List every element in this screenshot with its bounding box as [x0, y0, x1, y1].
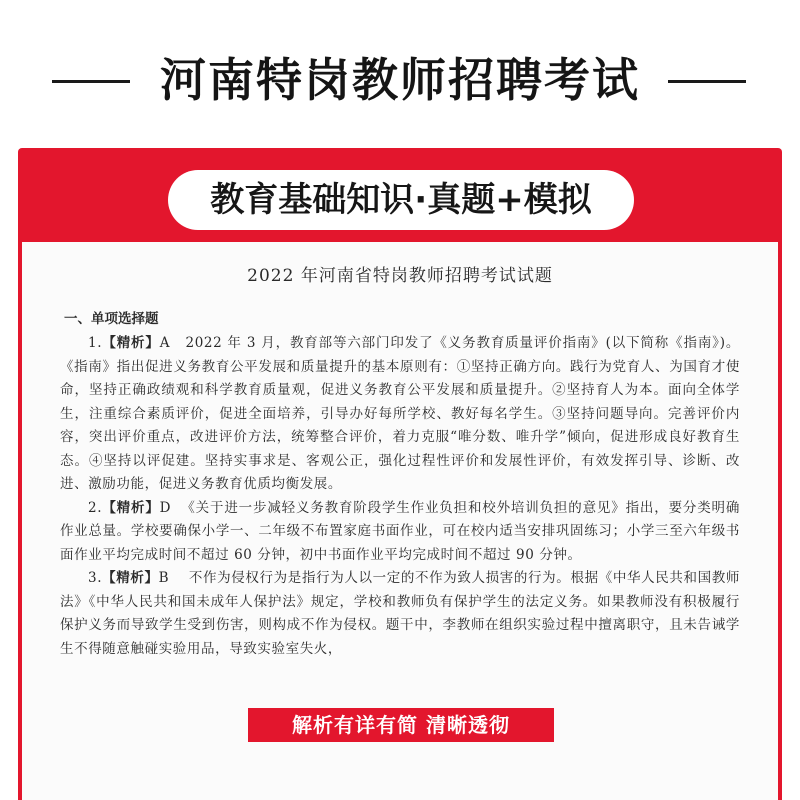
analysis-tag: 【精析】: [102, 499, 160, 516]
header-left-rule: [52, 80, 130, 83]
document-title: 2022 年河南省特岗教师招聘考试试题: [247, 266, 553, 286]
answer-letter: D: [159, 499, 172, 516]
analysis-tag: 【精析】: [102, 335, 160, 351]
answer-letter: A: [159, 335, 171, 351]
answer-letter: B: [158, 570, 170, 586]
question-number: 1.: [88, 335, 103, 351]
header: [0, 0, 800, 148]
header-right-rule: [668, 80, 746, 83]
analysis-text: 不作为侵权行为是指行为人以一定的不作为致人损害的行为。根据《中华人民共和国教师法》《中华人民共和国未成年人保护法》规定，学校和教师负有保护学生的法定义务。如果教师没有积极履行保护义务而导致学生受到伤害，则构成不作为侵权。题干中，李教师在组织实验过程中擅离职守，且未告诫学生不得随意触碰实验用品，导致实验室失火，: [60, 570, 740, 657]
analysis-tag: 【精析】: [102, 570, 159, 586]
analysis-text: 2022 年 3 月，教育部等六部门印发了《义务教育质量评价指南》(以下简称《指南》)。《指南》指出促进义务教育公平发展和质量提升的基本原则有：①坚持正确方向。践行为党育人、为国育才使命，坚持正确政绩观和科学教育质量观，促进义务教育公平发展和质量提升。②坚持育人为本。面向全体学生，注重综合素质评价，促进全面培养，引导办好每所学校、教好每名学生。③坚持问题导向。完善评价内容，突出评价重点，改进评价方法，统筹整合评价，着力克服“唯分数、唯升学”倾向，促进形成良好教育生态。④坚持以评促建。坚持实事求是、客观公正，强化过程性评价和发展性评价，有效发挥引导、诊断、改进、激励功能，促进义务教育优质均衡发展。: [60, 335, 740, 492]
document-body: [60, 250, 740, 661]
question-item-1: [60, 332, 740, 497]
question-number: 2.: [88, 499, 103, 516]
question-number: 3.: [88, 570, 103, 586]
subtitle-pill: 教育基础知识·真题+模拟: [168, 170, 634, 230]
question-item-3: [60, 567, 740, 661]
section-title: 一、单项选择题: [64, 311, 159, 327]
feature-banner: 解析有详有简 清晰透彻: [248, 708, 554, 742]
page-title: 河南特岗教师招聘考试: [160, 53, 640, 107]
question-item-2: [60, 497, 740, 568]
analysis-text: 《关于进一步减轻义务教育阶段学生作业负担和校外培训负担的意见》指出，要分类明确作业总量。学校要确保小学一、二年级不布置家庭书面作业，可在校内适当安排巩固练习；小学三至六年级书面作业平均完成时间不超过 60 分钟，初中书面作业平均完成时间不超过 90 分钟。: [60, 499, 740, 563]
